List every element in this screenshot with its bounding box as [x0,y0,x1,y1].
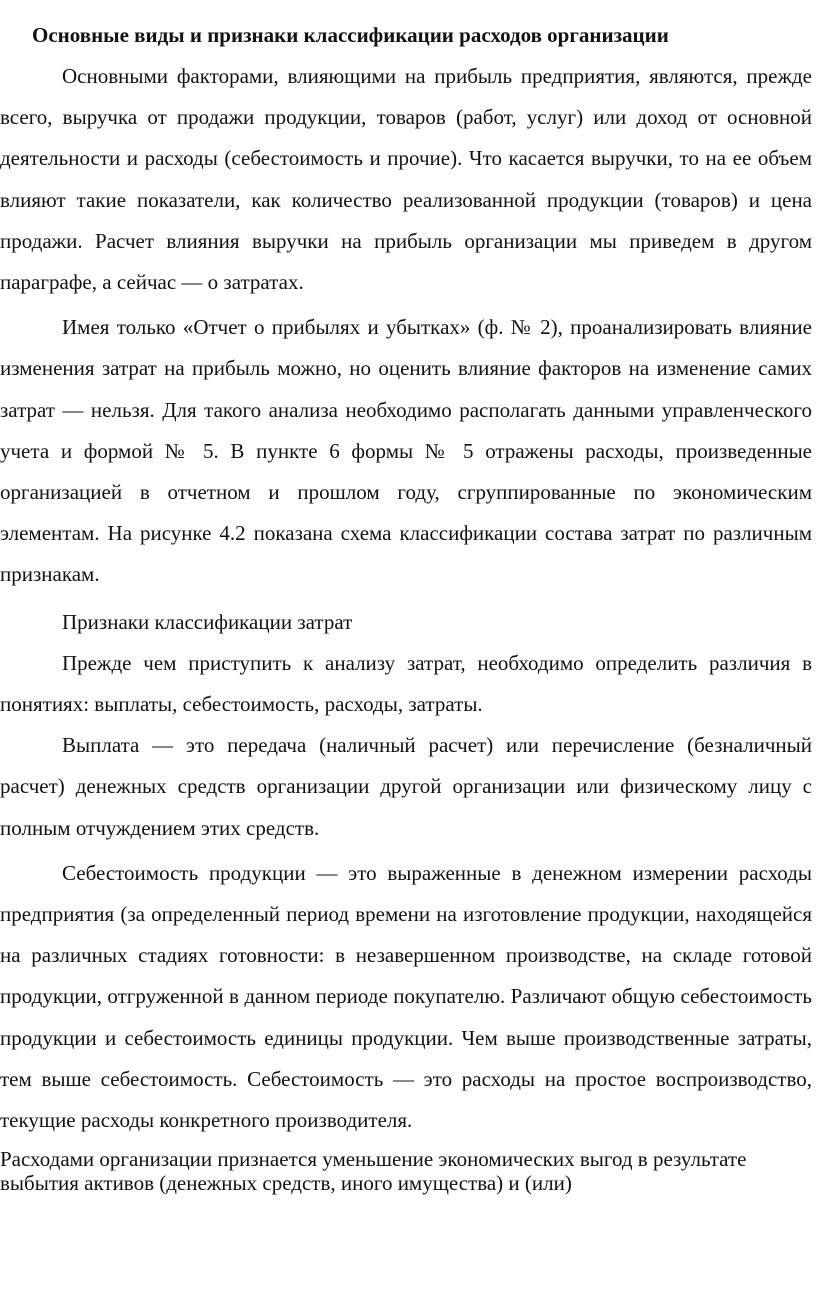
paragraph-expenses-definition: Расходами организации признается уменьшение экономических выгод в результате выбытия активов (денежных средств, иного имущества) и (или) [0,1147,747,1196]
section-subheading: Признаки классификации затрат [62,609,353,634]
paragraph-profit-loss-report: Имея только «Отчет о прибылях и убытках» (ф. № 2), проанализировать влияние изменения затрат на прибыль можно, но оценить влияние факторов на изменение самих затрат — нельзя. Для такого анализа необходимо располагать данными управленческого учета и формой № 5. В пункте 6 формы № 5 отражены расходы, произведенные организацией в отчетном и прошлом году, сгруппированные по экономическим элементам. На рисунке 4.2 показана схема классификации состава затрат по различным признакам. [0,315,812,587]
paragraph-cost-concepts: Прежде чем приступить к анализу затрат, необходимо определить различия в понятиях: выплаты, себестоимость, расходы, затраты. [0,650,812,717]
paragraph-cost-price-definition: Себестоимость продукции — это выраженные в денежном измерении расходы предприятия (за определенный период времени на изготовление продукции, находящейся на различных стадиях готовности: в незавершенном производстве, на складе готовой продукции, отгруженной в данном периоде покупателю. Различают общую себестоимость продукции и себестоимость единицы продукции. Чем выше производственные затраты, тем выше себестоимость. Себестоимость — это расходы на простое воспроизводство, текущие расходы конкретного производителя. [0,860,812,1133]
document-title: Основные виды и признаки классификации расходов организации [32,23,669,47]
paragraph-payment-definition: Выплата — это передача (наличный расчет) или перечисление (безналичный расчет) денежных средств организации другой организации или физическому лицу с полным отчуждением этих средств. [0,733,812,840]
paragraph-profit-factors: Основными факторами, влияющими на прибыль предприятия, являются, прежде всего, выручка от продажи продукции, товаров (работ, услуг) или доход от основной деятельности и расходы (себестоимость и прочие). Что касается выручки, то на ее объем влияют такие показатели, как количество реализованной продукции (товаров) и цена продажи. Расчет влияния выручки на прибыль организации мы приведем в другом параграфе, а сейчас — о затратах. [0,64,812,295]
